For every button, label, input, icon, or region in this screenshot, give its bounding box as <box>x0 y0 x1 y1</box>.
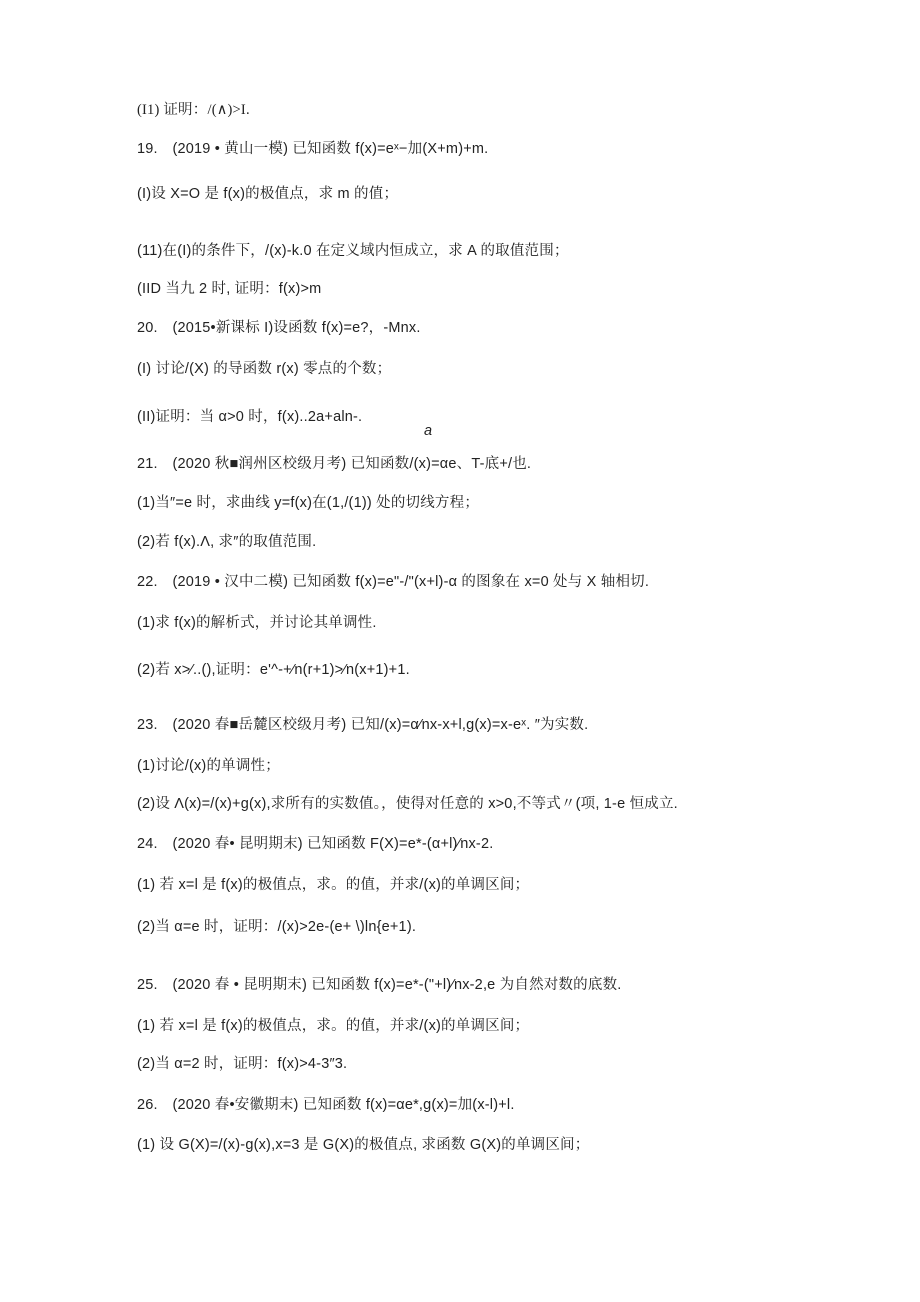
problem-25-heading: 25. (2020 春 • 昆明期末) 已知函数 f(x)=e*-("+l)⁄nx-2,e 为自然对数的底数. <box>137 977 622 993</box>
text-line: (I)设 X=O 是 f(x)的极值点，求 m 的值； <box>137 186 399 202</box>
text-line: (1)当″=e 时，求曲线 y=f(x)在(1,/(1)) 处的切线方程； <box>137 495 480 511</box>
problem-26-heading: 26. (2020 春•安徽期末) 已知函数 f(x)=αe*,g(x)=加(x-l)+l. <box>137 1097 515 1113</box>
text-line: (11)在(I)的条件下，/(x)-k.0 在定义域内恒成立，求 A 的取值范围； <box>137 243 569 259</box>
text-line: (I) 讨论/(X) 的导函数 r(x) 零点的个数； <box>137 361 392 377</box>
problem-22-heading: 22. (2019 • 汉中二模) 已知函数 f(x)=e"-/"(x+l)-α 的图象在 x=0 处与 X 轴相切. <box>137 574 650 590</box>
text-line: (2)若 x>⁄..(),证明：e'^-+⁄n(r+1)>⁄n(x+1)+1. <box>137 662 410 678</box>
text-line: (1)讨论/(x)的单调性； <box>137 758 280 774</box>
problem-20-heading: 20. (2015•新课标 I)设函数 f(x)=e?，-Mnx. <box>137 320 421 336</box>
text-line: (1) 若 x=l 是 f(x)的极值点，求。的值，并求/(x)的单调区间； <box>137 877 530 893</box>
problem-21-heading: 21. (2020 秋■润州区校级月考) 已知函数/(x)=αe、T-底+/也. <box>137 456 532 472</box>
text-line: (2)设 Λ(x)=/(x)+g(x),求所有的实数值。，使得对任意的 x>0,不等式〃(项, 1-e 恒成立. <box>137 796 678 812</box>
text-line: (2)当 α=2 时，证明：f(x)>4-3″3. <box>137 1056 348 1072</box>
text-line: (I1) 证明：/(∧)>I. <box>137 102 250 118</box>
text-line: (1) 若 x=l 是 f(x)的极值点，求。的值，并求/(x)的单调区间； <box>137 1018 530 1034</box>
problem-24-heading: 24. (2020 春• 昆明期末) 已知函数 F(X)=e*-(α+l)⁄nx-2. <box>137 836 494 852</box>
text-line: (IID 当九 2 时, 证明：f(x)>m <box>137 281 322 297</box>
text-line: (II)证明：当 α>0 时，f(x)..2a+aln-. <box>137 409 363 425</box>
text-line: (2)若 f(x).Λ, 求″的取值范围. <box>137 534 317 550</box>
problem-19-heading: 19. (2019 • 黄山一模) 已知函数 f(x)=eˣ−加(X+m)+m. <box>137 141 489 157</box>
text-line: (1) 设 G(X)=/(x)-g(x),x=3 是 G(X)的极值点, 求函数 G(X)的单调区间； <box>137 1137 590 1153</box>
text-line: (2)当 α=e 时，证明：/(x)>2e-(e+ \)ln{e+1). <box>137 919 417 935</box>
fraction-denominator: a <box>424 423 433 439</box>
problem-23-heading: 23. (2020 春■岳麓区校级月考) 已知/(x)=α⁄nx-x+l,g(x)=x-eˣ. ″为实数. <box>137 717 589 733</box>
text-line: (1)求 f(x)的解析式，并讨论其单调性. <box>137 615 377 631</box>
